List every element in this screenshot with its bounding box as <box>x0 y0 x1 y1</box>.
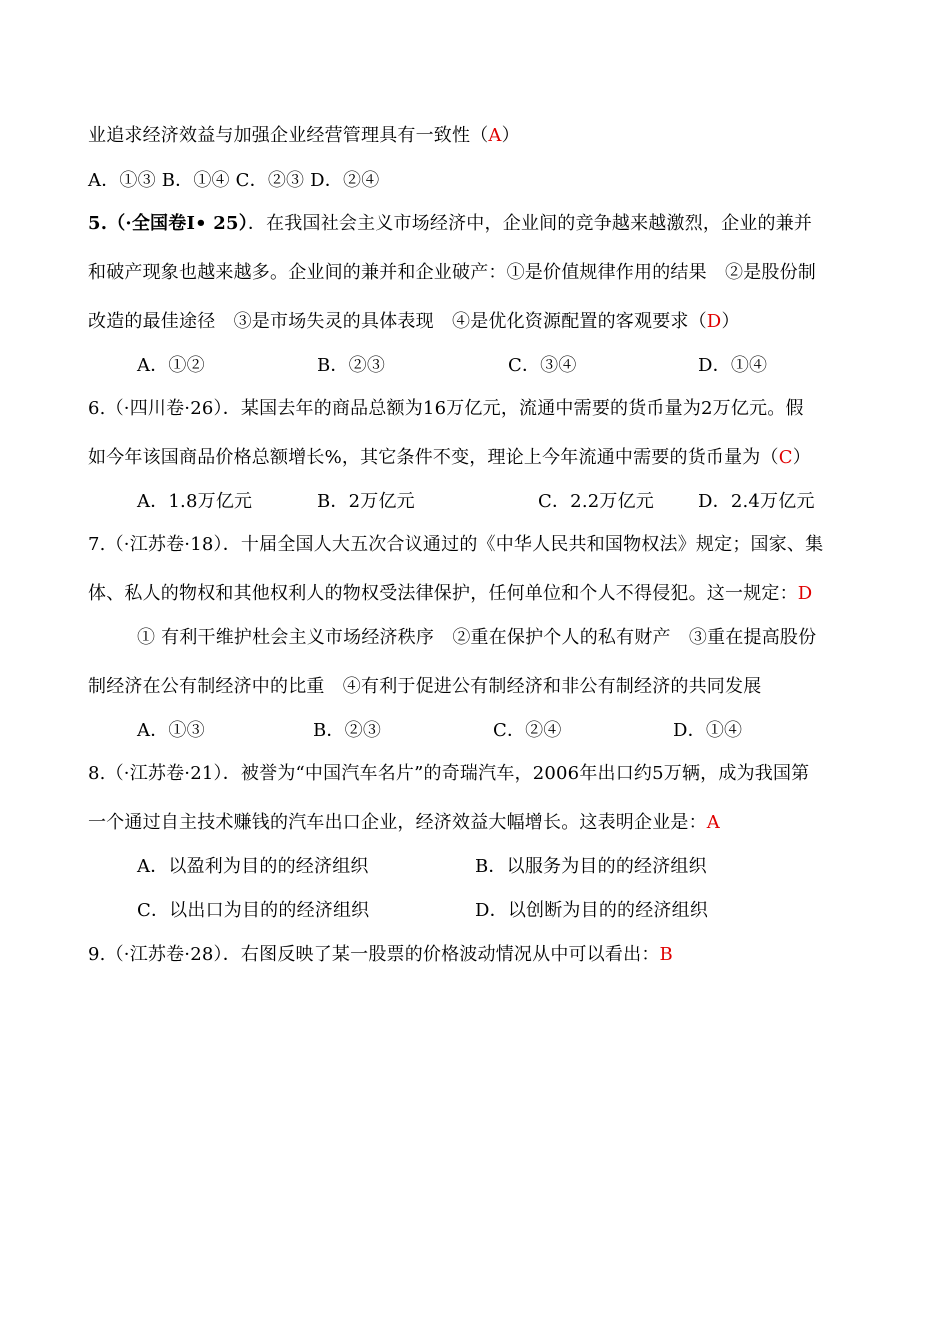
q9-answer: B <box>659 944 673 965</box>
q7-option-c: C．②④ <box>493 720 562 741</box>
q5-line-1-text: ．在我国社会主义市场经济中，企业间的竞争越来越激烈，企业的兼并 <box>247 213 813 234</box>
q6-option-d: D．2.4万亿元 <box>698 491 815 512</box>
q9-line-1-text: 9.（·江苏卷·28）．右图反映了某一股票的价格波动情况从中可以看出： <box>88 944 660 965</box>
q9-line-1 <box>88 940 673 970</box>
q7-line-2 <box>88 579 812 609</box>
q5-source: 5.（·全国卷Ⅰ• 25） <box>88 213 248 234</box>
q7-options <box>137 716 837 746</box>
q6-options <box>137 487 837 517</box>
q8-line-2 <box>88 808 720 838</box>
q5-option-a: A．①② <box>137 355 205 376</box>
q7-line-4: 制经济在公有制经济中的比重 ④有利于促进公有制经济和非公有制经济的共同发展 <box>88 676 762 697</box>
q8-option-a: A．以盈利为目的的经济组织 <box>137 856 369 877</box>
q6-answer: C <box>778 447 793 468</box>
q4-answer: A <box>488 125 502 146</box>
q5-answer: D <box>706 311 722 332</box>
q5-close: ） <box>721 311 740 332</box>
q6-option-b: B．2万亿元 <box>317 491 415 512</box>
q7-line-2-text: 体、私人的物权和其他权利人的物权受法律保护，任何单位和个人不得侵犯。这一规定： <box>88 583 798 604</box>
q5-option-d: D．①④ <box>698 355 768 376</box>
q8-option-d: D．以创断为目的的经济组织 <box>475 900 709 921</box>
q6-option-c: C．2.2万亿元 <box>538 491 654 512</box>
q8-options-row-1 <box>137 852 837 882</box>
q5-line-3 <box>88 307 740 337</box>
q5-line-3-text: 改造的最佳途径 ③是市场失灵的具体表现 ④是优化资源配置的客观要求（ <box>88 311 707 332</box>
q5-options <box>137 351 837 381</box>
q5-option-c: C．③④ <box>508 355 577 376</box>
q6-close: ） <box>792 447 811 468</box>
q8-option-b: B．以服务为目的的经济组织 <box>475 856 707 877</box>
q7-line-3: ① 有利干维护杜会主义市场经济秩序 ②重在保护个人的私有财产 ③重在提高股份 <box>137 627 817 648</box>
q5-line-2: 和破产现象也越来越多。企业间的兼并和企业破产：①是价值规律作用的结果 ②是股份制 <box>88 262 816 283</box>
q5-line-1 <box>88 209 812 239</box>
q4-options: A．①③ B．①④ C．②③ D．②④ <box>88 170 380 191</box>
q4-stem-tail <box>88 121 520 151</box>
q7-option-d: D．①④ <box>673 720 743 741</box>
q8-answer: A <box>706 812 720 833</box>
q7-option-b: B．②③ <box>313 720 382 741</box>
q8-line-2-text: 一个通过自主技术赚钱的汽车出口企业，经济效益大幅增长。这表明企业是： <box>88 812 707 833</box>
q8-option-c: C．以出口为目的的经济组织 <box>137 900 370 921</box>
q4-stem-close: ） <box>501 125 520 146</box>
q8-line-1: 8.（·江苏卷·21）．被誉为“中国汽车名片”的奇瑞汽车，2006年出口约5万辆，成为我国第 <box>88 763 810 784</box>
q4-stem-text: 业追求经济效益与加强企业经营管理具有一致性（ <box>88 125 489 146</box>
q7-option-a: A．①③ <box>137 720 205 741</box>
q6-line-1: 6.（·四川卷·26）．某国去年的商品总额为16万亿元，流通中需要的货币量为2万亿元。假 <box>88 398 804 419</box>
q6-line-2-text: 如今年该国商品价格总额增长%，其它条件不变，理论上今年流通中需要的货币量为（ <box>88 447 779 468</box>
q6-option-a: A．1.8万亿元 <box>137 491 253 512</box>
q7-answer: D <box>797 583 813 604</box>
q8-options-row-2 <box>137 896 837 926</box>
q7-line-1: 7.（·江苏卷·18）．十届全国人大五次合议通过的《中华人民共和国物权法》规定；国家、集 <box>88 534 824 555</box>
q6-line-2 <box>88 443 811 473</box>
q5-option-b: B．②③ <box>317 355 386 376</box>
